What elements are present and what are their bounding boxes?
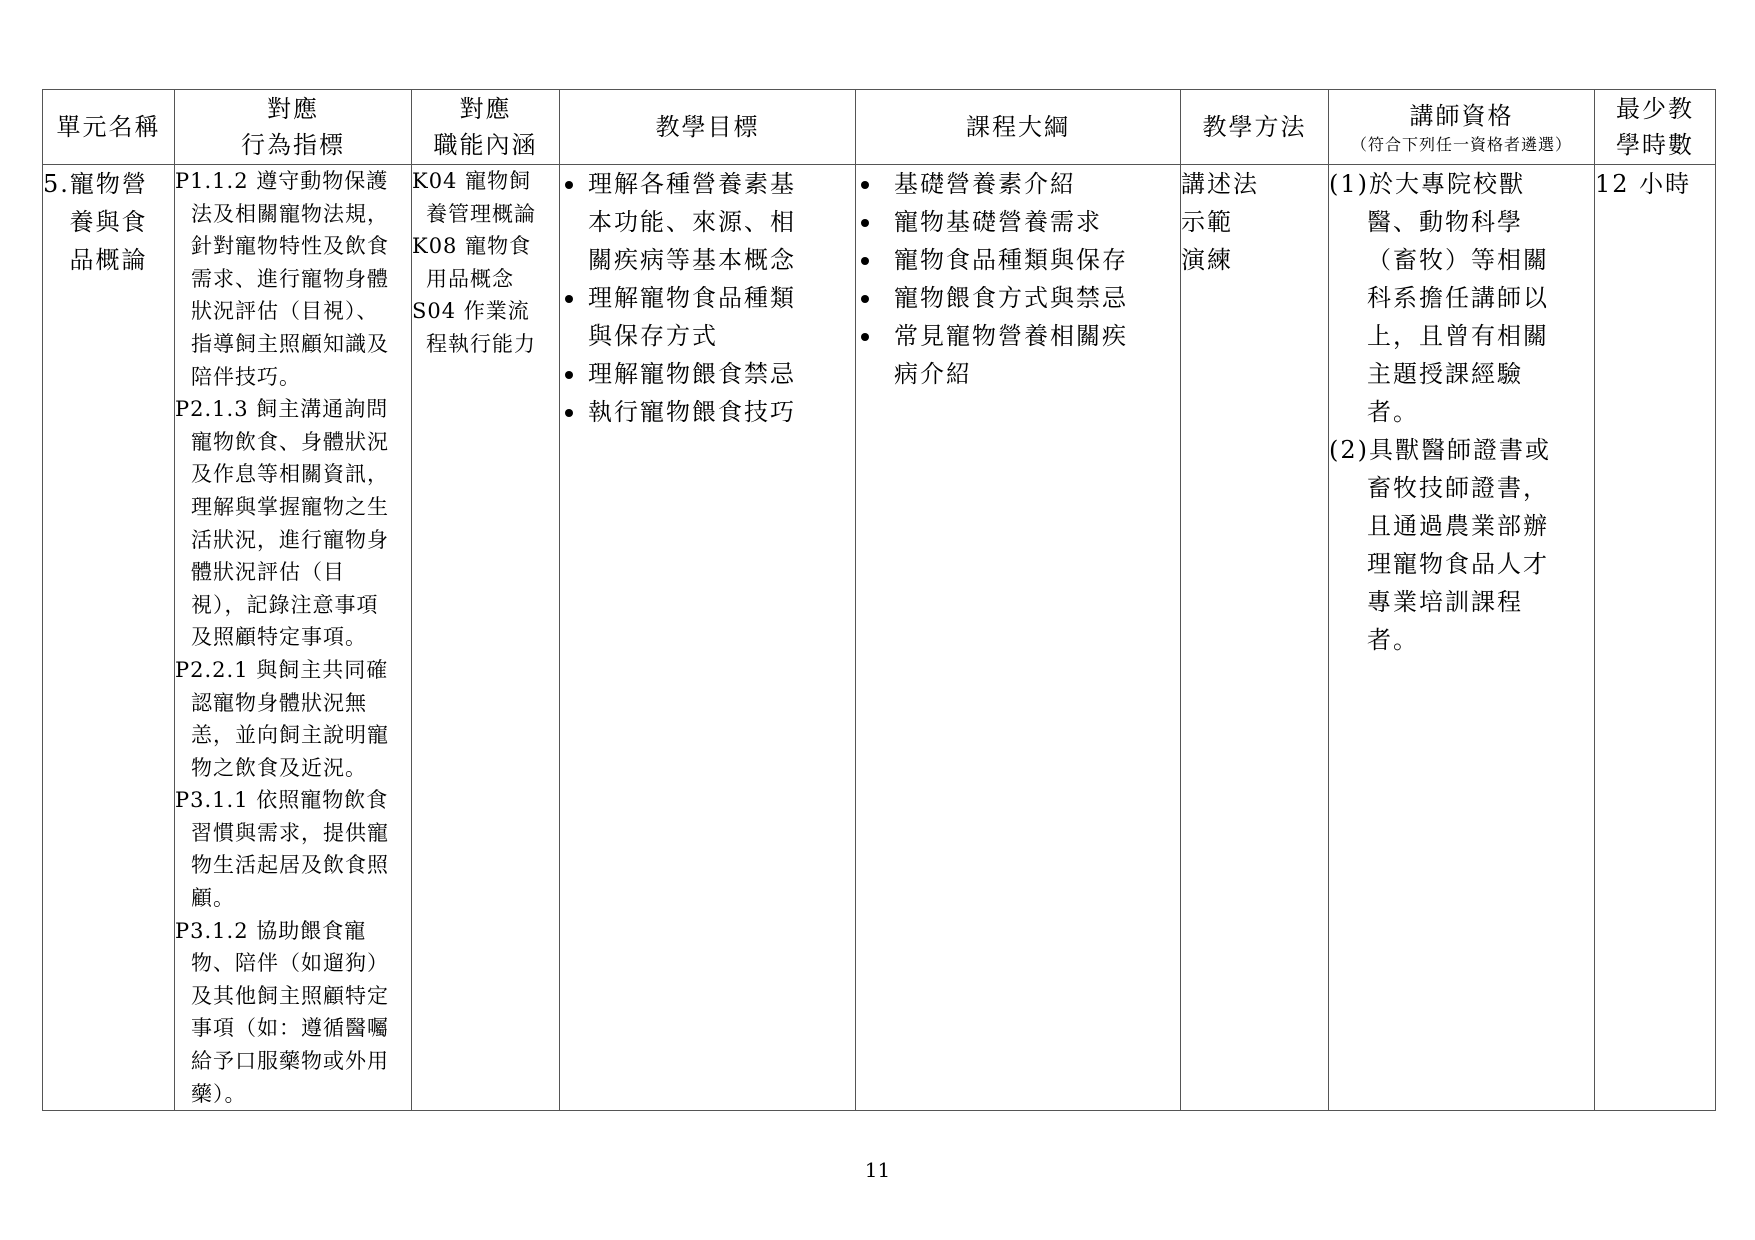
objective-item: 理解各種營養素基 本功能、來源、相 關疾病等基本概念 (560, 165, 855, 279)
outline-item: 常見寵物營養相關疾 病介紹 (856, 317, 1180, 393)
outline-item: 寵物餵食方式與禁忌 (856, 279, 1180, 317)
header-objectives: 教學目標 (560, 90, 856, 165)
teaching-method-cell: 講述法 示範 演練 (1181, 165, 1329, 1111)
page-number: 11 (864, 1158, 891, 1182)
header-row (43, 90, 1716, 165)
header-qualification: 講師資格 （符合下列任一資格者遴選） (1329, 90, 1595, 165)
teaching-objectives-cell (560, 165, 856, 1111)
course-table (42, 89, 1716, 1111)
objective-item: 理解寵物食品種類 與保存方式 (560, 279, 855, 355)
competency-cell: K04 寵物飼 養管理概論 K08 寵物食 用品概念 S04 作業流 程執行能力 (412, 165, 560, 1111)
header-unit: 單元名稱 (43, 90, 175, 165)
outline-item: 基礎營養素介紹 (856, 165, 1180, 203)
header-method: 教學方法 (1181, 90, 1329, 165)
qualification-note: （符合下列任一資格者遴選） (1350, 135, 1572, 154)
header-outline: 課程大綱 (856, 90, 1181, 165)
instructor-qualification-cell: (1)於大專院校獸 醫、動物科學 （畜牧）等相關 科系擔任講師以 上，且曾有相關 主題授課經驗 者。 (2)具獸醫師證書或 畜牧技師證書， 且通過農業部辦 理寵物食品人才 專業培訓課程 者。 (1329, 165, 1595, 1111)
table-row (43, 165, 1716, 1111)
min-hours-cell: 12 小時 (1595, 165, 1716, 1111)
header-behavior: 對應 行為指標 (175, 90, 412, 165)
unit-name-cell: 5.寵物營 養與食 品概論 (43, 165, 175, 1111)
outline-item: 寵物食品種類與保存 (856, 241, 1180, 279)
course-outline-cell (856, 165, 1181, 1111)
objective-item: 理解寵物餵食禁忌 (560, 355, 855, 393)
outline-item: 寵物基礎營養需求 (856, 203, 1180, 241)
objective-item: 執行寵物餵食技巧 (560, 393, 855, 431)
header-hours: 最少教 學時數 (1595, 90, 1716, 165)
header-competency: 對應 職能內涵 (412, 90, 560, 165)
behavior-indicators-cell: P1.1.2 遵守動物保護 法及相關寵物法規， 針對寵物特性及飲食 需求、進行寵物身體 狀況評估（目視）、 指導飼主照顧知識及 陪伴技巧。 P2.1.3 飼主溝通詢問 寵物飲食、身體狀況 及作息等相關資訊， 理解與掌握寵物之生 活狀況，進行寵物身 體狀況評估（目 視），記錄注意事項 及照顧特定事項。 P2.2.1 與飼主共同確 認寵物身體狀況無 恙，並向飼主說明寵 物之飲食及近況。 P3.1.1 依照寵物飲食 習慣與需求，提供寵 物生活起居及飲食照 顧。 P3.1.2 協助餵食寵 物、陪伴（如遛狗） 及其他飼主照顧特定 事項（如：遵循醫囑 給予口服藥物或外用 藥）。 (175, 165, 412, 1111)
